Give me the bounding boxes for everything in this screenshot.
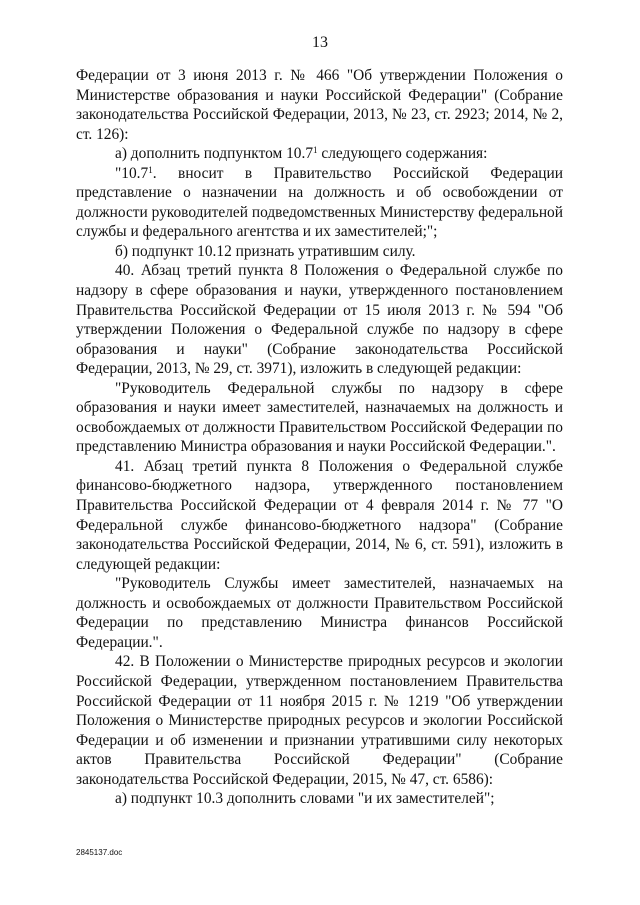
document-footer-code: 2845137.doc xyxy=(76,848,123,857)
paragraph-9: 42. В Положении о Министерстве природных ресурсов и экологии Российской Федерации, утвержденном постановлением Правительства Российской Федерации от 11 ноября 2015 г. № 1219 "Об утверждении Положения о Министерстве природных ресурсов и экологии Российской Федерации и об изменении и признании утратившими силу некоторых актов Правительства Российской Федерации" (Собрание законодательства Российской Федерации, 2015, № 47, ст. 6586): xyxy=(76,653,563,788)
superscript: 1 xyxy=(148,164,153,175)
paragraph-3-text-end: . вносит в Правительство Российской Федерации представление о назначении на должность и об освобождении от должности руководителей подведомственных Министерству федеральной службы и федерального агентства и их заместителей;"; xyxy=(76,164,563,241)
paragraph-7: 41. Абзац третий пункта 8 Положения о Федеральной службе финансово-бюджетного надзора, утвержденного постановлением Правительства Российской Федерации от 4 февраля 2014 г. № 77 "О Федеральной службе финансово-бюджетного надзора" (Собрание законодательства Российской Федерации, 2014, № 6, ст. 591), изложить в следующей редакции: xyxy=(76,457,563,573)
page-number: 13 xyxy=(312,34,328,51)
paragraph-8: "Руководитель Службы имеет заместителей, назначаемых на должность и освобождаемых от должности Правительством Российской Федерации по представлению Министра финансов Российской Федерации.". xyxy=(76,575,563,651)
paragraph-3-text-start: "10.7 xyxy=(115,164,149,182)
paragraph-1: Федерации от 3 июня 2013 г. № 466 "Об утверждении Положения о Министерстве образования и науки Российской Федерации" (Собрание законодательства Российской Федерации, 2013, № 23, ст. 2923; 2014, № 2, ст. 126): xyxy=(76,67,563,143)
superscript: 1 xyxy=(313,145,318,156)
paragraph-2 xyxy=(76,144,563,164)
paragraph-10: а) подпункт 10.3 дополнить словами "и их заместителей"; xyxy=(115,790,495,808)
paragraph-5: 40. Абзац третий пункта 8 Положения о Федеральной службе по надзору в сфере образования и науки, утвержденного постановлением Правительства Российской Федерации от 15 июля 2013 г. № 594 "Об утверждении Положения о Федеральной службе по надзору в сфере образования и науки" (Собрание законодательства Российской Федерации, 2013, № 29, ст. 3971), изложить в следующей редакции: xyxy=(76,262,563,378)
paragraph-4: б) подпункт 10.12 признать утратившим силу. xyxy=(115,242,416,260)
paragraph-2-text-start: а) дополнить подпунктом 10.7 xyxy=(115,145,314,163)
paragraph-6: "Руководитель Федеральной службы по надзору в сфере образования и науки имеет заместителей, назначаемых на должность и освобождаемых от должности Правительством Российской Федерации по представлению Министра образования и науки Российской Федерации.". xyxy=(76,379,563,456)
paragraph-2-text-end: следующего содержания: xyxy=(317,145,488,163)
paragraph-3 xyxy=(76,164,563,242)
document-body xyxy=(76,66,563,809)
